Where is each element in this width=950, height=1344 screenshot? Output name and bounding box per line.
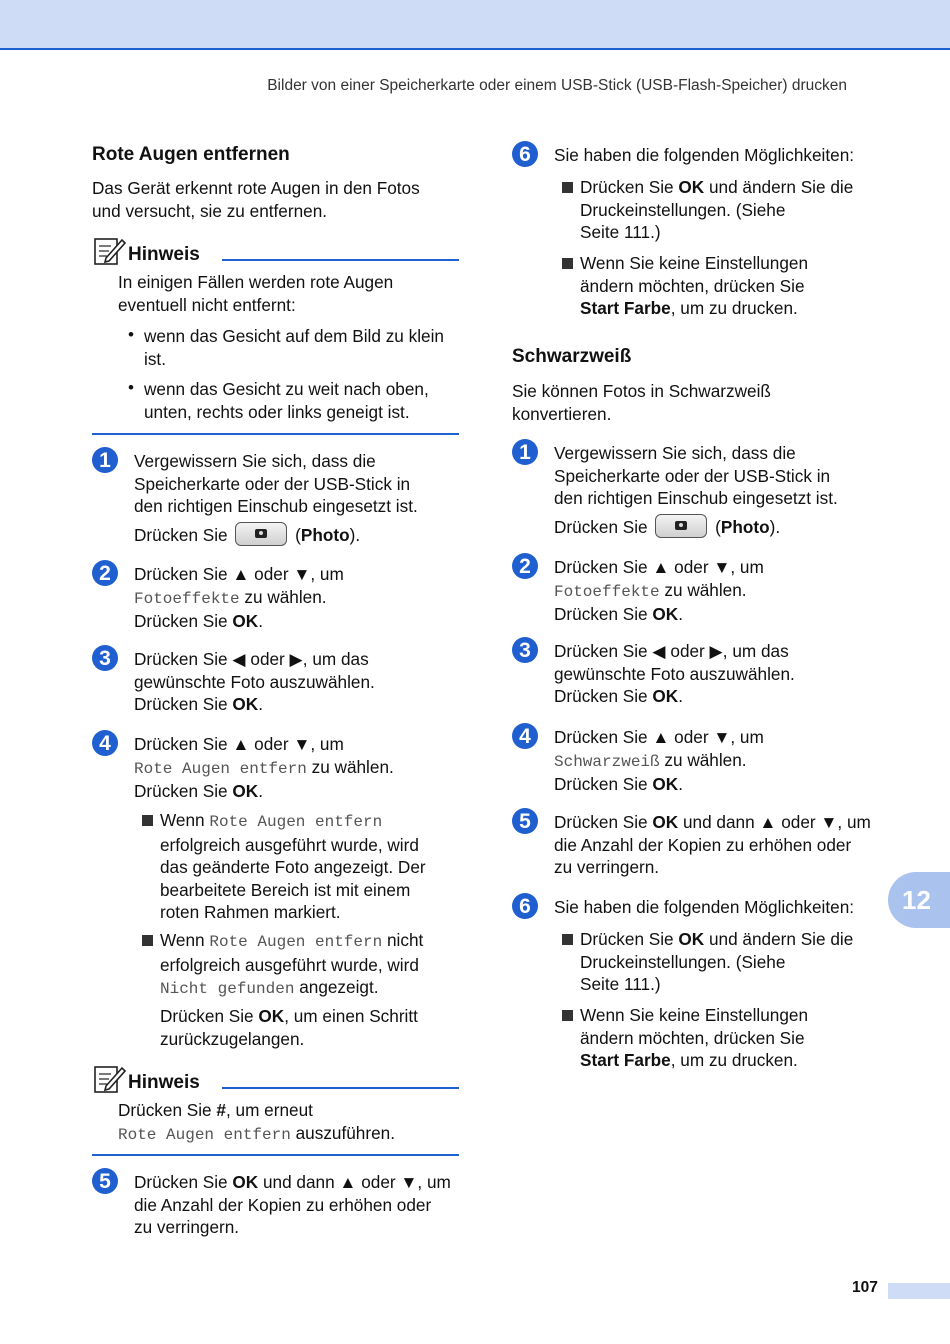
step-number: 5 (512, 808, 538, 834)
note-title: Hinweis (128, 244, 200, 265)
ok-key: OK (652, 812, 679, 832)
step-number: 2 (92, 560, 118, 586)
step-press: Drücken Sie (Photo). (134, 522, 360, 547)
note-text (118, 271, 393, 316)
lcd-text: Rote Augen entfern (134, 759, 307, 778)
running-title: Bilder von einer Speicherkarte oder einem USB-Stick (USB-Flash-Speicher) drucken (267, 77, 847, 94)
sub-line: Seite 111.) (580, 974, 661, 994)
step-line: Drücken Sie (134, 1172, 233, 1192)
step-line: Drücken Sie (134, 611, 233, 631)
step-line: Drücken Sie ▲ oder ▼, um (554, 727, 764, 747)
section-title: Schwarzweiß (512, 346, 632, 367)
sub-line: ändern möchten, drücken Sie (580, 1027, 805, 1048)
step-line: Vergewissern Sie sich, dass die (554, 443, 796, 463)
sub-line: Wenn Sie keine Einstellungen (580, 253, 809, 273)
step-line: zu wählen. (659, 579, 747, 600)
ok-key: OK (232, 694, 259, 714)
step-line: die Anzahl der Kopien zu erhöhen oder (554, 834, 852, 855)
step-text (554, 442, 838, 510)
step-line: zu verringern. (554, 857, 660, 877)
step-press: Drücken Sie (Photo). (554, 514, 780, 539)
sub-line: Wenn (160, 930, 210, 950)
ok-key: OK (232, 611, 259, 631)
step-text: Drücken Sie ▲ oder ▼, um Schwarzweiß zu wählen. Drücken Sie OK. (554, 727, 764, 794)
step-text (134, 450, 418, 518)
photo-button-icon (655, 514, 707, 538)
step-line: Speicherkarte oder der USB-Stick in (134, 473, 411, 494)
ok-key: OK (652, 774, 679, 794)
sub-line: das geänderte Foto angezeigt. Der (160, 857, 426, 877)
bullet-line: wenn das Gesicht zu weit nach oben, (144, 379, 429, 399)
chapter-tab: 12 (888, 872, 950, 928)
square-bullet (142, 935, 153, 946)
step-number: 4 (512, 723, 538, 749)
lcd-text: Fotoeffekte (134, 589, 240, 608)
step-line: Speicherkarte oder der USB-Stick in (554, 465, 831, 486)
page-number: 107 (852, 1279, 878, 1296)
note-bullet (144, 325, 444, 370)
step-line: Drücken Sie (554, 686, 653, 706)
intro-line: Das Gerät erkennt rote Augen in den Fotos (92, 178, 420, 198)
note-line-text: Drücken Sie (118, 1100, 217, 1120)
sub-line: roten Rahmen markiert. (160, 902, 341, 922)
sub-line: Wenn Sie keine Einstellungen (580, 1005, 809, 1025)
note-text (118, 1099, 395, 1146)
step-text (134, 1171, 451, 1239)
start-farbe-key: Start Farbe (580, 1050, 671, 1070)
sub-item (580, 252, 808, 320)
step-number: 4 (92, 730, 118, 756)
step-line: den richtigen Einschub eingesetzt ist. (554, 488, 838, 508)
sub-line: ändern möchten, drücken Sie (580, 275, 805, 296)
square-bullet (562, 934, 573, 945)
ok-key: OK (652, 604, 679, 624)
step-text: Sie haben die folgenden Möglichkeiten: (554, 897, 855, 917)
sub-line: nicht (382, 930, 424, 950)
note-bullet (144, 378, 429, 423)
sub-item (580, 1004, 808, 1072)
intro-text (92, 177, 420, 222)
step-number: 3 (92, 645, 118, 671)
sub-line: Wenn (160, 810, 210, 830)
section-title: Rote Augen entfernen (92, 144, 290, 165)
ok-key: OK (652, 686, 679, 706)
sub-line: Drücken Sie (160, 1006, 259, 1026)
lcd-text: Rote Augen entfern (209, 933, 383, 951)
sub-line: erfolgreich ausgeführt wurde, wird (160, 834, 419, 855)
intro-line: und versucht, sie zu entfernen. (92, 200, 328, 221)
step-line: zu wählen. (306, 756, 394, 777)
intro-text (512, 380, 771, 425)
sub-line: Seite 111.) (580, 222, 661, 242)
lcd-text: Nicht gefunden (160, 980, 295, 998)
note-line-text: In einigen Fällen werden rote Augen (118, 272, 394, 292)
step-line: Drücken Sie (134, 781, 233, 801)
step-line: Drücken Sie (554, 812, 653, 832)
sub-line: , um zu drucken. (670, 298, 798, 318)
square-bullet (562, 1010, 573, 1021)
step-line: Drücken Sie (134, 694, 233, 714)
intro-line: Sie können Fotos in Schwarzweiß (512, 381, 771, 401)
lcd-text: Rote Augen entfern (209, 813, 383, 831)
step-text: Drücken Sie ▲ oder ▼, um Rote Augen entfern zu wählen. Drücken Sie OK. (134, 734, 394, 801)
ok-key: OK (678, 929, 705, 949)
step-line: den richtigen Einschub eingesetzt ist. (134, 496, 418, 516)
sub-line: und ändern Sie die (704, 929, 854, 949)
sub-line: , um zu drucken. (670, 1050, 798, 1070)
sub-line: , um einen Schritt (284, 1006, 418, 1026)
step-line: und dann ▲ oder ▼, um (258, 1172, 451, 1192)
sub-item (580, 176, 853, 244)
sub-line: Druckeinstellungen. (Siehe (580, 199, 786, 220)
step-line: Drücken Sie ▲ oder ▼, um (134, 564, 344, 584)
step-line: Drücken Sie ◀ oder ▶, um das (134, 649, 369, 669)
step-number: 3 (512, 637, 538, 663)
note-line-text: eventuell nicht entfernt: (118, 294, 296, 315)
sub-line: bearbeitete Bereich ist mit einem (160, 879, 411, 900)
ok-key: OK (232, 1172, 259, 1192)
note-line-text: auszuführen. (290, 1122, 395, 1143)
lcd-text: Rote Augen entfern (118, 1125, 291, 1144)
sub-line: erfolgreich ausgeführt wurde, wird (160, 954, 419, 975)
press-label: Drücken Sie (134, 525, 228, 545)
step-line: zu wählen. (239, 586, 327, 607)
note-pencil-icon (94, 1064, 126, 1094)
hash-key: # (216, 1100, 226, 1120)
step-text: Drücken Sie ▲ oder ▼, um Fotoeffekte zu wählen. Drücken Sie OK. (134, 564, 344, 631)
step-number: 6 (512, 141, 538, 167)
bullet-line: wenn das Gesicht auf dem Bild zu klein (144, 326, 444, 346)
step-text: Drücken Sie ◀ oder ▶, um das gewünschte Foto auszuwählen. Drücken Sie OK. (134, 649, 375, 714)
note-end-rule (92, 1154, 459, 1156)
bullet-line: unten, rechts oder links geneigt ist. (144, 401, 410, 422)
note-rule (222, 1087, 459, 1089)
photo-button-icon (235, 522, 287, 546)
note-rule (222, 259, 459, 261)
note-line-text: , um erneut (225, 1100, 313, 1120)
press-label: Drücken Sie (554, 517, 648, 537)
step-line: Drücken Sie ▲ oder ▼, um (134, 734, 344, 754)
step-line: Drücken Sie ▲ oder ▼, um (554, 557, 764, 577)
bullet-line: ist. (144, 348, 166, 369)
step-text (554, 811, 871, 879)
start-farbe-key: Start Farbe (580, 298, 671, 318)
sub-line: Drücken Sie (580, 177, 679, 197)
step-number: 1 (92, 447, 118, 473)
step-line: Vergewissern Sie sich, dass die (134, 451, 376, 471)
sub-line: Druckeinstellungen. (Siehe (580, 951, 786, 972)
intro-line: konvertieren. (512, 403, 612, 424)
step-line: Drücken Sie (554, 604, 653, 624)
note-pencil-icon (94, 236, 126, 266)
bullet-dot: • (128, 378, 134, 397)
step-text: Drücken Sie ▲ oder ▼, um Fotoeffekte zu wählen. Drücken Sie OK. (554, 557, 764, 624)
note-end-rule (92, 433, 459, 435)
step-text: Drücken Sie ◀ oder ▶, um das gewünschte Foto auszuwählen. Drücken Sie OK. (554, 641, 795, 706)
sub-item (160, 929, 423, 1001)
square-bullet (562, 182, 573, 193)
sub-item (160, 1005, 418, 1050)
step-line: zu wählen. (659, 749, 747, 770)
step-line: Drücken Sie (554, 774, 653, 794)
step-number: 5 (92, 1168, 118, 1194)
step-line: zu verringern. (134, 1217, 240, 1237)
ok-key: OK (232, 781, 259, 801)
step-number: 1 (512, 439, 538, 465)
photo-label: Photo (300, 525, 350, 545)
page-number-bar (888, 1283, 950, 1299)
ok-key: OK (258, 1006, 285, 1026)
step-number: 6 (512, 893, 538, 919)
bullet-dot: • (128, 325, 134, 344)
sub-line: zurückzugelangen. (160, 1028, 305, 1049)
sub-item (580, 928, 853, 996)
step-text: Sie haben die folgenden Möglichkeiten: (554, 145, 855, 165)
step-line: gewünschte Foto auszuwählen. (134, 671, 375, 692)
square-bullet (142, 815, 153, 826)
sub-line: und ändern Sie die (704, 177, 854, 197)
lcd-text: Fotoeffekte (554, 582, 660, 601)
sub-line: angezeigt. (294, 977, 379, 997)
header-band (0, 0, 950, 50)
sub-item (160, 809, 426, 924)
square-bullet (562, 258, 573, 269)
photo-label: Photo (720, 517, 770, 537)
step-line: und dann ▲ oder ▼, um (678, 812, 871, 832)
sub-line: Drücken Sie (580, 929, 679, 949)
ok-key: OK (678, 177, 705, 197)
step-line: die Anzahl der Kopien zu erhöhen oder (134, 1194, 432, 1215)
lcd-text: Schwarzweiß (554, 752, 660, 771)
step-line: gewünschte Foto auszuwählen. (554, 663, 795, 684)
note-title: Hinweis (128, 1072, 200, 1093)
step-line: Drücken Sie ◀ oder ▶, um das (554, 641, 789, 661)
step-number: 2 (512, 553, 538, 579)
